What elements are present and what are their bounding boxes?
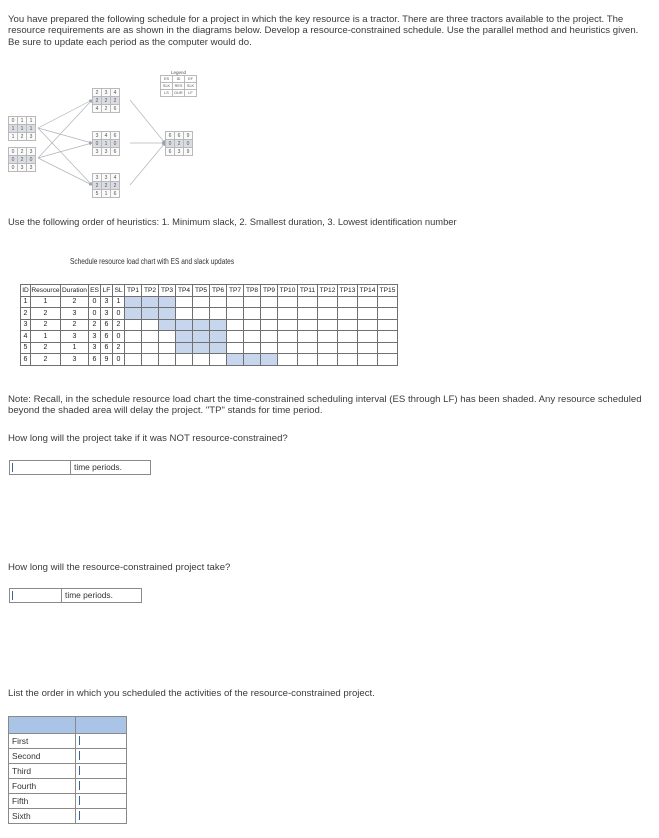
chart-cell: 3 [61, 354, 89, 366]
period-cell[interactable] [318, 342, 338, 354]
chart-cell: 1 [31, 296, 61, 308]
answer-2-unit: time periods. [62, 588, 142, 603]
chart-cell: 2 [31, 308, 61, 320]
period-cell[interactable] [210, 331, 227, 343]
chart-cell: 9 [101, 354, 113, 366]
answer-1-input[interactable] [9, 460, 71, 475]
node-1-es: 0 [9, 117, 18, 125]
chart-cell: 2 [61, 296, 89, 308]
order-input[interactable] [76, 794, 127, 809]
chart-cell: 0 [113, 331, 125, 343]
period-cell[interactable] [125, 308, 142, 320]
chart-cell: 2 [21, 308, 31, 320]
period-cell[interactable] [176, 319, 193, 331]
node-6-slk2: 0 [184, 140, 193, 148]
chart-row [21, 342, 398, 354]
question-3-text: List the order in which you scheduled the activities of the resource-constrained project. [8, 688, 375, 699]
chart-header-cell: ES [89, 285, 101, 297]
period-cell[interactable] [378, 296, 398, 308]
period-cell[interactable] [159, 354, 176, 366]
period-cell[interactable] [142, 319, 159, 331]
period-cell[interactable] [244, 342, 261, 354]
period-cell[interactable] [338, 296, 358, 308]
chart-header-cell: TP1 [125, 285, 142, 297]
period-cell[interactable] [193, 319, 210, 331]
network-node-6 [165, 131, 193, 156]
legend-es: ES [161, 76, 173, 83]
period-cell[interactable] [193, 308, 210, 320]
period-cell[interactable] [358, 319, 378, 331]
note-text: Note: Recall, in the schedule resource load chart the time-constrained scheduling interval (ES through LF) has been shaded. Any resource scheduled beyond the shaded area will delay the project. "TP" stands for time period. [8, 394, 642, 417]
chart-cell: 3 [101, 308, 113, 320]
node-3-slk2: 2 [111, 97, 120, 105]
period-cell[interactable] [227, 331, 244, 343]
node-3-slk: 2 [93, 97, 102, 105]
period-cell[interactable] [227, 296, 244, 308]
node-3-id: 3 [102, 89, 111, 97]
chart-cell: 2 [31, 319, 61, 331]
chart-header-row [21, 285, 398, 297]
period-cell[interactable] [244, 308, 261, 320]
chart-header-cell: TP15 [378, 285, 398, 297]
chart-row [21, 331, 398, 343]
period-cell[interactable] [159, 331, 176, 343]
chart-cell: 2 [31, 342, 61, 354]
chart-header-cell: TP3 [159, 285, 176, 297]
period-cell[interactable] [159, 319, 176, 331]
order-label: Fifth [9, 794, 76, 809]
node-5-res: 2 [102, 182, 111, 190]
chart-cell: 1 [113, 296, 125, 308]
chart-cell: 1 [31, 331, 61, 343]
legend-title: Legend [170, 70, 187, 75]
order-input[interactable] [76, 749, 127, 764]
period-cell[interactable] [261, 354, 278, 366]
period-cell[interactable] [378, 331, 398, 343]
node-3-es: 2 [93, 89, 102, 97]
node-6-slk: 0 [166, 140, 175, 148]
chart-header-cell: TP8 [244, 285, 261, 297]
node-2-ls: 0 [9, 164, 18, 172]
period-cell[interactable] [125, 331, 142, 343]
period-cell[interactable] [210, 319, 227, 331]
node-4-slk2: 0 [111, 140, 120, 148]
node-6-lf: 9 [184, 148, 193, 156]
order-header-cell [9, 717, 76, 734]
period-cell[interactable] [358, 354, 378, 366]
period-cell[interactable] [227, 354, 244, 366]
node-2-slk2: 0 [27, 156, 36, 164]
period-cell[interactable] [176, 342, 193, 354]
chart-header-cell: TP2 [142, 285, 159, 297]
period-cell[interactable] [244, 296, 261, 308]
chart-cell: 3 [61, 308, 89, 320]
period-cell[interactable] [261, 342, 278, 354]
period-cell[interactable] [378, 354, 398, 366]
network-node-1 [8, 116, 36, 141]
network-node-3 [92, 88, 120, 113]
node-5-slk2: 2 [111, 182, 120, 190]
period-cell[interactable] [125, 342, 142, 354]
node-1-slk2: 1 [27, 125, 36, 133]
chart-cell: 6 [101, 331, 113, 343]
order-row [9, 779, 127, 794]
resource-load-chart [20, 284, 398, 366]
order-label: First [9, 734, 76, 749]
order-input[interactable] [76, 779, 127, 794]
node-5-id: 3 [102, 174, 111, 182]
period-cell[interactable] [125, 354, 142, 366]
period-cell[interactable] [210, 354, 227, 366]
period-cell[interactable] [358, 331, 378, 343]
period-cell[interactable] [159, 296, 176, 308]
node-6-dur: 3 [175, 148, 184, 156]
node-4-ls: 3 [93, 148, 102, 156]
period-cell[interactable] [159, 308, 176, 320]
period-cell[interactable] [176, 308, 193, 320]
period-cell[interactable] [318, 354, 338, 366]
answer-1-unit: time periods. [71, 460, 151, 475]
period-cell[interactable] [261, 331, 278, 343]
period-cell[interactable] [298, 308, 318, 320]
legend-dur: DUR [174, 90, 183, 95]
node-2-res: 2 [18, 156, 27, 164]
question-2-text: How long will the resource-constrained project take? [8, 562, 231, 573]
node-3-res: 2 [102, 97, 111, 105]
order-row [9, 734, 127, 749]
period-cell[interactable] [261, 319, 278, 331]
node-6-ef: 9 [184, 132, 193, 140]
chart-cell: 1 [21, 296, 31, 308]
node-4-es: 3 [93, 132, 102, 140]
chart-cell: 0 [89, 296, 101, 308]
order-row [9, 764, 127, 779]
order-input[interactable] [76, 809, 127, 824]
node-5-ls: 5 [93, 190, 102, 198]
period-cell[interactable] [278, 296, 298, 308]
node-1-res: 1 [18, 125, 27, 133]
period-cell[interactable] [227, 308, 244, 320]
chart-cell: 6 [101, 319, 113, 331]
chart-cell: 2 [89, 319, 101, 331]
period-cell[interactable] [338, 319, 358, 331]
chart-cell: 4 [21, 331, 31, 343]
period-cell[interactable] [358, 308, 378, 320]
order-input[interactable] [76, 764, 127, 779]
chart-row [21, 354, 398, 366]
period-cell[interactable] [298, 342, 318, 354]
period-cell[interactable] [278, 342, 298, 354]
period-cell[interactable] [318, 296, 338, 308]
chart-cell: 2 [113, 342, 125, 354]
network-node-2 [8, 147, 36, 172]
node-6-ls: 6 [166, 148, 175, 156]
period-cell[interactable] [378, 342, 398, 354]
period-cell[interactable] [298, 296, 318, 308]
chart-title: Schedule resource load chart with ES and slack updates [70, 257, 235, 266]
node-1-ls: 1 [9, 133, 18, 141]
period-cell[interactable] [278, 308, 298, 320]
node-3-ef: 4 [111, 89, 120, 97]
node-3-ls: 4 [93, 105, 102, 113]
node-1-ef: 1 [27, 117, 36, 125]
chart-cell: 3 [89, 331, 101, 343]
chart-header-cell: TP13 [338, 285, 358, 297]
schedule-order-table [8, 716, 127, 824]
node-6-es: 6 [166, 132, 175, 140]
chart-header-cell: TP6 [210, 285, 227, 297]
period-cell[interactable] [210, 342, 227, 354]
node-4-dur: 3 [102, 148, 111, 156]
node-6-res: 2 [175, 140, 184, 148]
period-cell[interactable] [318, 331, 338, 343]
period-cell[interactable] [176, 331, 193, 343]
node-2-dur: 3 [18, 164, 27, 172]
legend-id: ID [173, 76, 185, 83]
chart-cell: 0 [89, 308, 101, 320]
chart-cell: 3 [89, 342, 101, 354]
period-cell[interactable] [338, 331, 358, 343]
node-2-id: 2 [18, 148, 27, 156]
heuristics-instruction: Use the following order of heuristics: 1. Minimum slack, 2. Smallest duration, 3. Lowest identification number [8, 216, 457, 227]
chart-header-cell: TP5 [193, 285, 210, 297]
legend-res: RES [173, 83, 185, 90]
legend-lf: LF [185, 90, 197, 97]
node-2-es: 0 [9, 148, 18, 156]
period-cell[interactable] [193, 296, 210, 308]
chart-cell: 2 [113, 319, 125, 331]
node-3-dur: 2 [102, 105, 111, 113]
period-cell[interactable] [278, 331, 298, 343]
chart-cell: 3 [61, 331, 89, 343]
period-cell[interactable] [142, 296, 159, 308]
chart-header-cell: Resource [31, 285, 61, 297]
node-3-lf: 6 [111, 105, 120, 113]
period-cell[interactable] [193, 331, 210, 343]
chart-cell: 2 [61, 319, 89, 331]
order-table-header [9, 717, 127, 734]
order-row [9, 749, 127, 764]
period-cell[interactable] [244, 331, 261, 343]
legend-ls: LS [161, 90, 173, 97]
chart-header-cell: TP7 [227, 285, 244, 297]
network-node-4 [92, 131, 120, 156]
period-cell[interactable] [358, 296, 378, 308]
period-cell[interactable] [378, 319, 398, 331]
node-2-slk: 0 [9, 156, 18, 164]
node-1-id: 1 [18, 117, 27, 125]
node-5-dur: 1 [102, 190, 111, 198]
chart-cell: 6 [89, 354, 101, 366]
period-cell[interactable] [358, 342, 378, 354]
chart-header-cell: TP14 [358, 285, 378, 297]
node-2-ef: 3 [27, 148, 36, 156]
order-label: Third [9, 764, 76, 779]
node-1-slk: 1 [9, 125, 18, 133]
node-5-slk: 2 [93, 182, 102, 190]
period-cell[interactable] [142, 342, 159, 354]
chart-cell: 1 [61, 342, 89, 354]
period-cell[interactable] [210, 296, 227, 308]
period-cell[interactable] [244, 319, 261, 331]
period-cell[interactable] [298, 319, 318, 331]
order-row [9, 809, 127, 824]
node-1-dur: 2 [18, 133, 27, 141]
chart-cell: 0 [113, 354, 125, 366]
period-cell[interactable] [298, 331, 318, 343]
period-cell[interactable] [142, 331, 159, 343]
period-cell[interactable] [227, 342, 244, 354]
period-cell[interactable] [278, 354, 298, 366]
chart-cell: 0 [113, 308, 125, 320]
period-cell[interactable] [193, 354, 210, 366]
chart-header-cell: ID [21, 285, 31, 297]
order-input[interactable] [76, 734, 127, 749]
node-6-id: 6 [175, 132, 184, 140]
node-1-lf: 3 [27, 133, 36, 141]
chart-header-cell: Duration [61, 285, 89, 297]
answer-2-input[interactable] [9, 588, 62, 603]
node-4-lf: 6 [111, 148, 120, 156]
network-node-5 [92, 173, 120, 198]
chart-header-cell: LF [101, 285, 113, 297]
network-legend [160, 70, 197, 97]
period-cell[interactable] [338, 354, 358, 366]
node-4-id: 4 [102, 132, 111, 140]
chart-row [21, 308, 398, 320]
period-cell[interactable] [159, 342, 176, 354]
period-cell[interactable] [142, 308, 159, 320]
chart-cell: 2 [31, 354, 61, 366]
chart-row [21, 319, 398, 331]
period-cell[interactable] [338, 342, 358, 354]
period-cell[interactable] [318, 319, 338, 331]
period-cell[interactable] [298, 354, 318, 366]
chart-row [21, 296, 398, 308]
period-cell[interactable] [318, 308, 338, 320]
chart-header-cell: TP4 [176, 285, 193, 297]
order-row [9, 794, 127, 809]
period-cell[interactable] [176, 296, 193, 308]
node-2-lf: 3 [27, 164, 36, 172]
period-cell[interactable] [210, 308, 227, 320]
node-4-res: 1 [102, 140, 111, 148]
chart-header-cell: SL [113, 285, 125, 297]
node-4-slk: 0 [93, 140, 102, 148]
period-cell[interactable] [176, 354, 193, 366]
chart-cell: 3 [21, 319, 31, 331]
legend-ef: EF [185, 76, 197, 83]
period-cell[interactable] [244, 354, 261, 366]
node-5-lf: 6 [111, 190, 120, 198]
period-cell[interactable] [261, 296, 278, 308]
period-cell[interactable] [193, 342, 210, 354]
period-cell[interactable] [142, 354, 159, 366]
problem-intro: You have prepared the following schedule for a project in which the key resource is a tractor. There are three tractors available to the project. The resource requirements are as shown in the diagrams below. Develop a resource-constrained schedule. Use the parallel method and heuristics given. Be sure to update each period as the computer would do. [8, 14, 639, 48]
period-cell[interactable] [278, 319, 298, 331]
period-cell[interactable] [378, 308, 398, 320]
period-cell[interactable] [261, 308, 278, 320]
node-4-ef: 6 [111, 132, 120, 140]
node-5-ef: 4 [111, 174, 120, 182]
chart-header-cell: TP9 [261, 285, 278, 297]
chart-cell: 6 [101, 342, 113, 354]
chart-cell: 5 [21, 342, 31, 354]
chart-header-cell: TP12 [318, 285, 338, 297]
order-label: Second [9, 749, 76, 764]
chart-cell: 6 [21, 354, 31, 366]
order-header-cell [76, 717, 127, 734]
period-cell[interactable] [125, 319, 142, 331]
chart-header-cell: TP11 [298, 285, 318, 297]
chart-header-cell: TP10 [278, 285, 298, 297]
period-cell[interactable] [338, 308, 358, 320]
period-cell[interactable] [125, 296, 142, 308]
period-cell[interactable] [227, 319, 244, 331]
question-1-text: How long will the project take if it was NOT resource-constrained? [8, 433, 288, 444]
legend-slk: SLK [161, 83, 173, 90]
chart-cell: 3 [101, 296, 113, 308]
legend-slk2: SLK [185, 83, 197, 90]
node-5-es: 3 [93, 174, 102, 182]
order-label: Fourth [9, 779, 76, 794]
order-label: Sixth [9, 809, 76, 824]
